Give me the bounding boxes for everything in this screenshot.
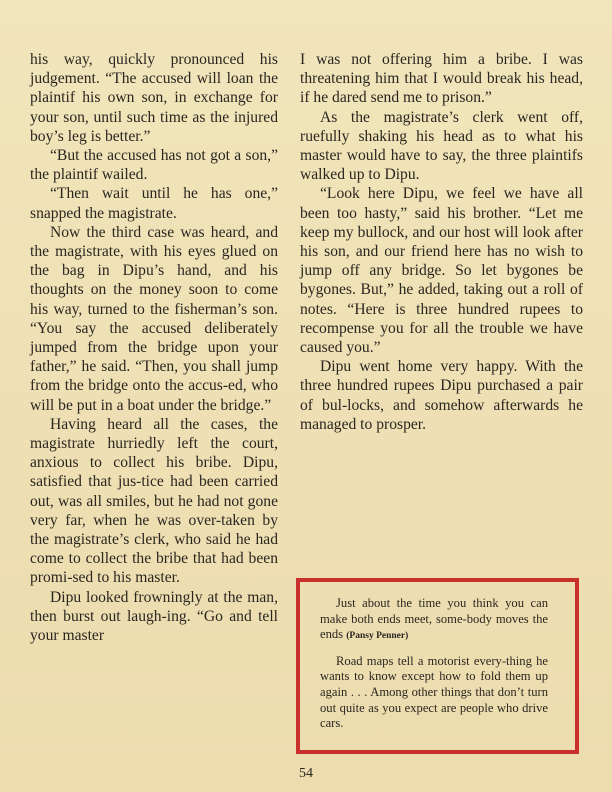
filler-text: Road maps tell a motorist every-thing he wants to know except how to fold them up again . . . Among other things that don’t turn out quite as you expect are people who drive cars.	[320, 653, 548, 731]
filler-quote	[320, 596, 548, 645]
left-paragraph-2: “But the accused has not got a son,” the plaintif wailed.	[30, 147, 278, 184]
right-paragraph-2: As the magistrate’s clerk went off, ruefully shaking his head as to what his master would have to say, the three plaintifs walked up to Dipu.	[300, 108, 583, 184]
left-paragraph-3: “Then wait until he has one,” snapped the magistrate.	[30, 185, 278, 222]
filler-quote-text: Just about the time you think you can make both ends meet, some-body moves the ends	[320, 596, 548, 642]
left-column	[30, 50, 278, 645]
page-number: 54	[299, 766, 313, 781]
left-paragraph-6: Dipu looked frowningly at the man, then burst out laugh-ing. “Go and tell your master	[30, 588, 278, 645]
right-column	[300, 50, 583, 434]
filler-quote-author: (Pansy Penner)	[346, 631, 409, 642]
right-paragraph-3: “Look here Dipu, we feel we have all been too hasty,” said his brother. “Let me keep my bullock, and our host will look after his son, and our friend here has no wish to jump off any bridge. So let bygones be bygones. But,” he added, taking out a roll of notes. “Here is three hundred rupees to recompense you for all the trouble we have caused you.”	[300, 185, 583, 357]
left-paragraph-1: his way, quickly pronounced his judgement. “The accused will loan the plaintif his own son, in exchange for your son, until such time as the injured boy’s leg is better.”	[30, 51, 278, 145]
right-paragraph-1: I was not offering him a bribe. I was threatening him that I would break his head, if he dared send me to prison.”	[300, 51, 583, 107]
left-paragraph-4: Now the third case was heard, and the magistrate, with his eyes glued on the bag in Dipu’s hand, and his thoughts on the money soon to come his way, turned to the fisherman’s son. “You say the accused deliberately jumped from the bridge upon your father,” he said. “Then, you shall jump from the bridge onto the accus-ed, who will be put in a boat under the bridge.”	[30, 223, 278, 414]
left-paragraph-5: Having heard all the cases, the magistrate hurriedly left the court, anxious to collect his bribe. Dipu, satisfied that jus-tice had been carried out, was all smiles, but he had not gone very far, when he was over-taken by the magistrate’s clerk, who said he had come to collect the bribe that had been promi-sed to his master.	[30, 415, 278, 587]
filler-box-content	[320, 596, 548, 732]
filler-box	[296, 578, 579, 754]
right-paragraph-4: Dipu went home very happy. With the three hundred rupees Dipu purchased a pair of bul-locks, and somehow afterwards he managed to prosper.	[300, 358, 583, 433]
